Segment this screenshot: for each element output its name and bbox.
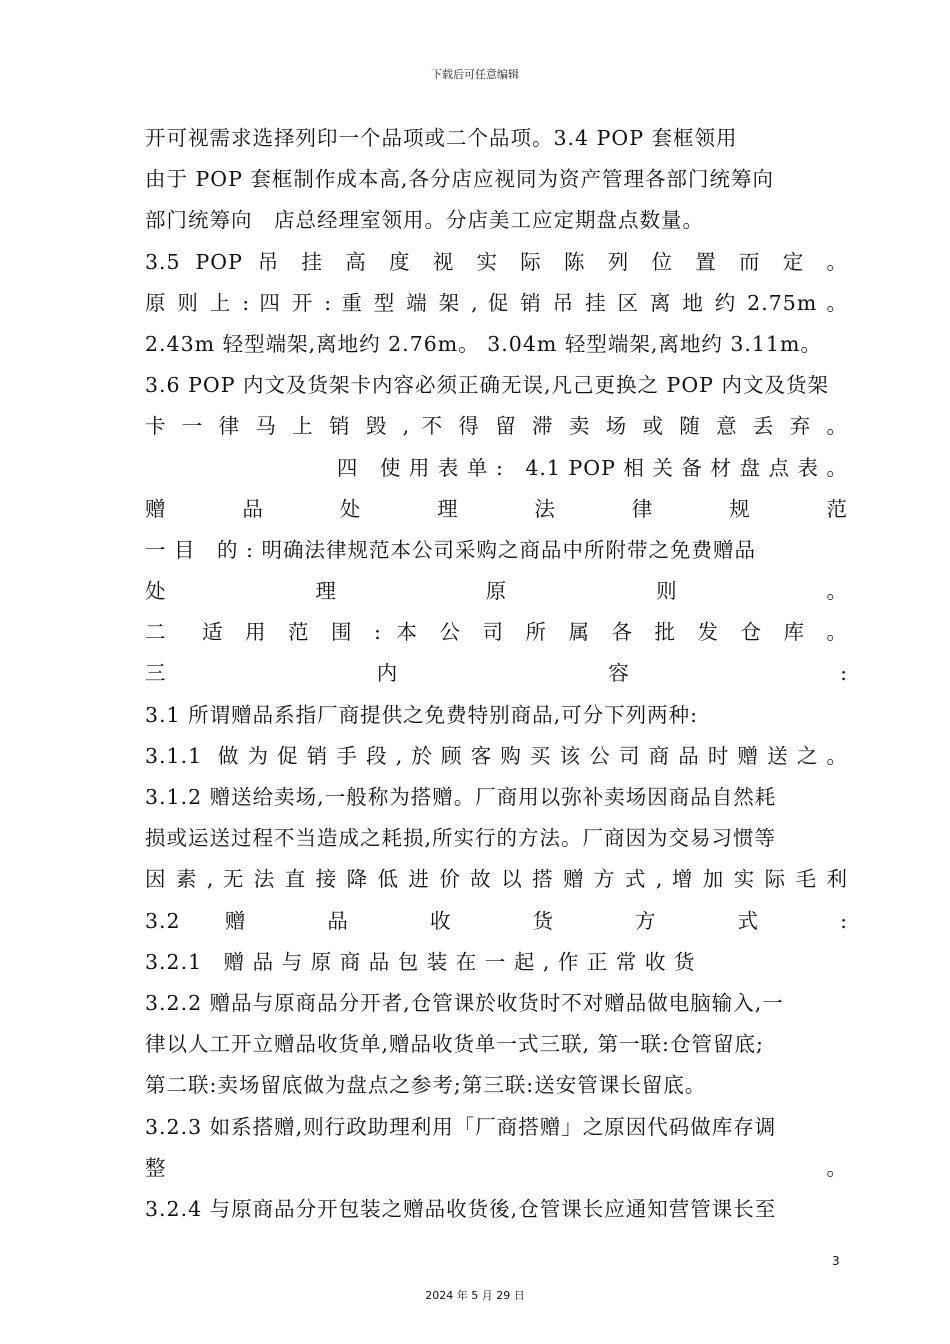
- text-line: 损或运送过程不当造成之耗损,所实行的方法。厂商因为交易习惯等: [145, 826, 777, 851]
- text-line: 四 使 用 表 单 : 4.1 POP 相 关 备 材 盘 点 表 。: [293, 455, 848, 480]
- text-line: 由于 POP 套框制作成本高,各分店应视同为资产管理各部门统筹向: [145, 167, 774, 192]
- text-line: 整 。: [145, 1155, 848, 1180]
- section-title: 赠 品 处 理 法 律 规 范: [145, 496, 848, 521]
- text-line: 第二联:卖场留底做为盘点之参考;第三联:送安管课长留底。: [145, 1073, 707, 1098]
- text-line: 3.1.1 做为促销手段,於顾客购买该公司商品时赠送之。: [145, 743, 848, 768]
- text-line: 卡 一 律 马 上 销 毁 , 不 得 留 滞 卖 场 或 随 意 丢 弃 。: [145, 414, 848, 439]
- text-line: 开可视需求选择列印一个品项或二个品项。3.4 POP 套框领用: [145, 126, 738, 150]
- document-body: [145, 118, 848, 1230]
- text-line: 部门统筹向 店总经理室领用。分店美工应定期盘点数量。: [145, 208, 704, 233]
- text-line: 律以人工开立赠品收货单,赠品收货单一式三联, 第一联:仓管留底;: [145, 1032, 764, 1057]
- text-line: 3.5 POP 吊 挂 高 度 视 实 际 陈 列 位 置 而 定 。: [145, 249, 848, 274]
- page-footer-date: 2024 年 5 月 29 日: [425, 1289, 525, 1302]
- text-line: 二 适 用 范 围 : 本 公 司 所 属 各 批 发 仓 库 。: [145, 620, 848, 645]
- text-line: 处 理 原 则 。: [145, 579, 848, 604]
- text-line: 3.2.3 如系搭赠,则行政助理利用「厂商搭赠」之原因代码做库存调: [145, 1114, 777, 1139]
- text-line: 三 内 容 :: [145, 661, 848, 686]
- text-line: 3.1.2 赠送给卖场,一般称为搭赠。厂商用以弥补卖场因商品自然耗: [145, 785, 777, 809]
- text-line: 原 则 上 : 四 开 : 重 型 端 架 , 促 销 吊 挂 区 离 地 约 2.75m 。: [145, 290, 848, 315]
- text-line: 3.1 所谓赠品系指厂商提供之免费特别商品,可分下列两种:: [145, 702, 699, 727]
- page-header: 下载后可任意编辑: [431, 68, 519, 81]
- text-line: 3.6 POP 内文及货架卡内容必须正确无误,凡己更换之 POP 内文及货架: [145, 373, 829, 398]
- text-line: 3.2 赠 品 收 货 方 式 :: [145, 908, 848, 933]
- page-number: 3: [832, 1254, 840, 1268]
- text-line: 一 目 的 : 明确法律规范本公司采购之商品中所附带之免费赠品: [145, 537, 756, 562]
- text-line: 3.2.1 赠 品 与 原 商 品 包 装 在 一 起 , 作 正 常 收 货: [145, 949, 696, 974]
- text-line: 3.2.2 赠品与原商品分开者,仓管课於收货时不对赠品做电脑输入,一: [145, 990, 784, 1015]
- text-line: 3.2.4 与原商品分开包装之赠品收货後,仓管课长应通知营管课长至: [145, 1196, 777, 1221]
- text-line: 因 素 , 无 法 直 接 降 低 进 价 故 以 搭 赠 方 式 , 增 加 实 际 毛 利: [145, 867, 848, 892]
- text-line: 2.43m 轻型端架,离地约 2.76m。 3.04m 轻型端架,离地约 3.11m。: [145, 331, 822, 356]
